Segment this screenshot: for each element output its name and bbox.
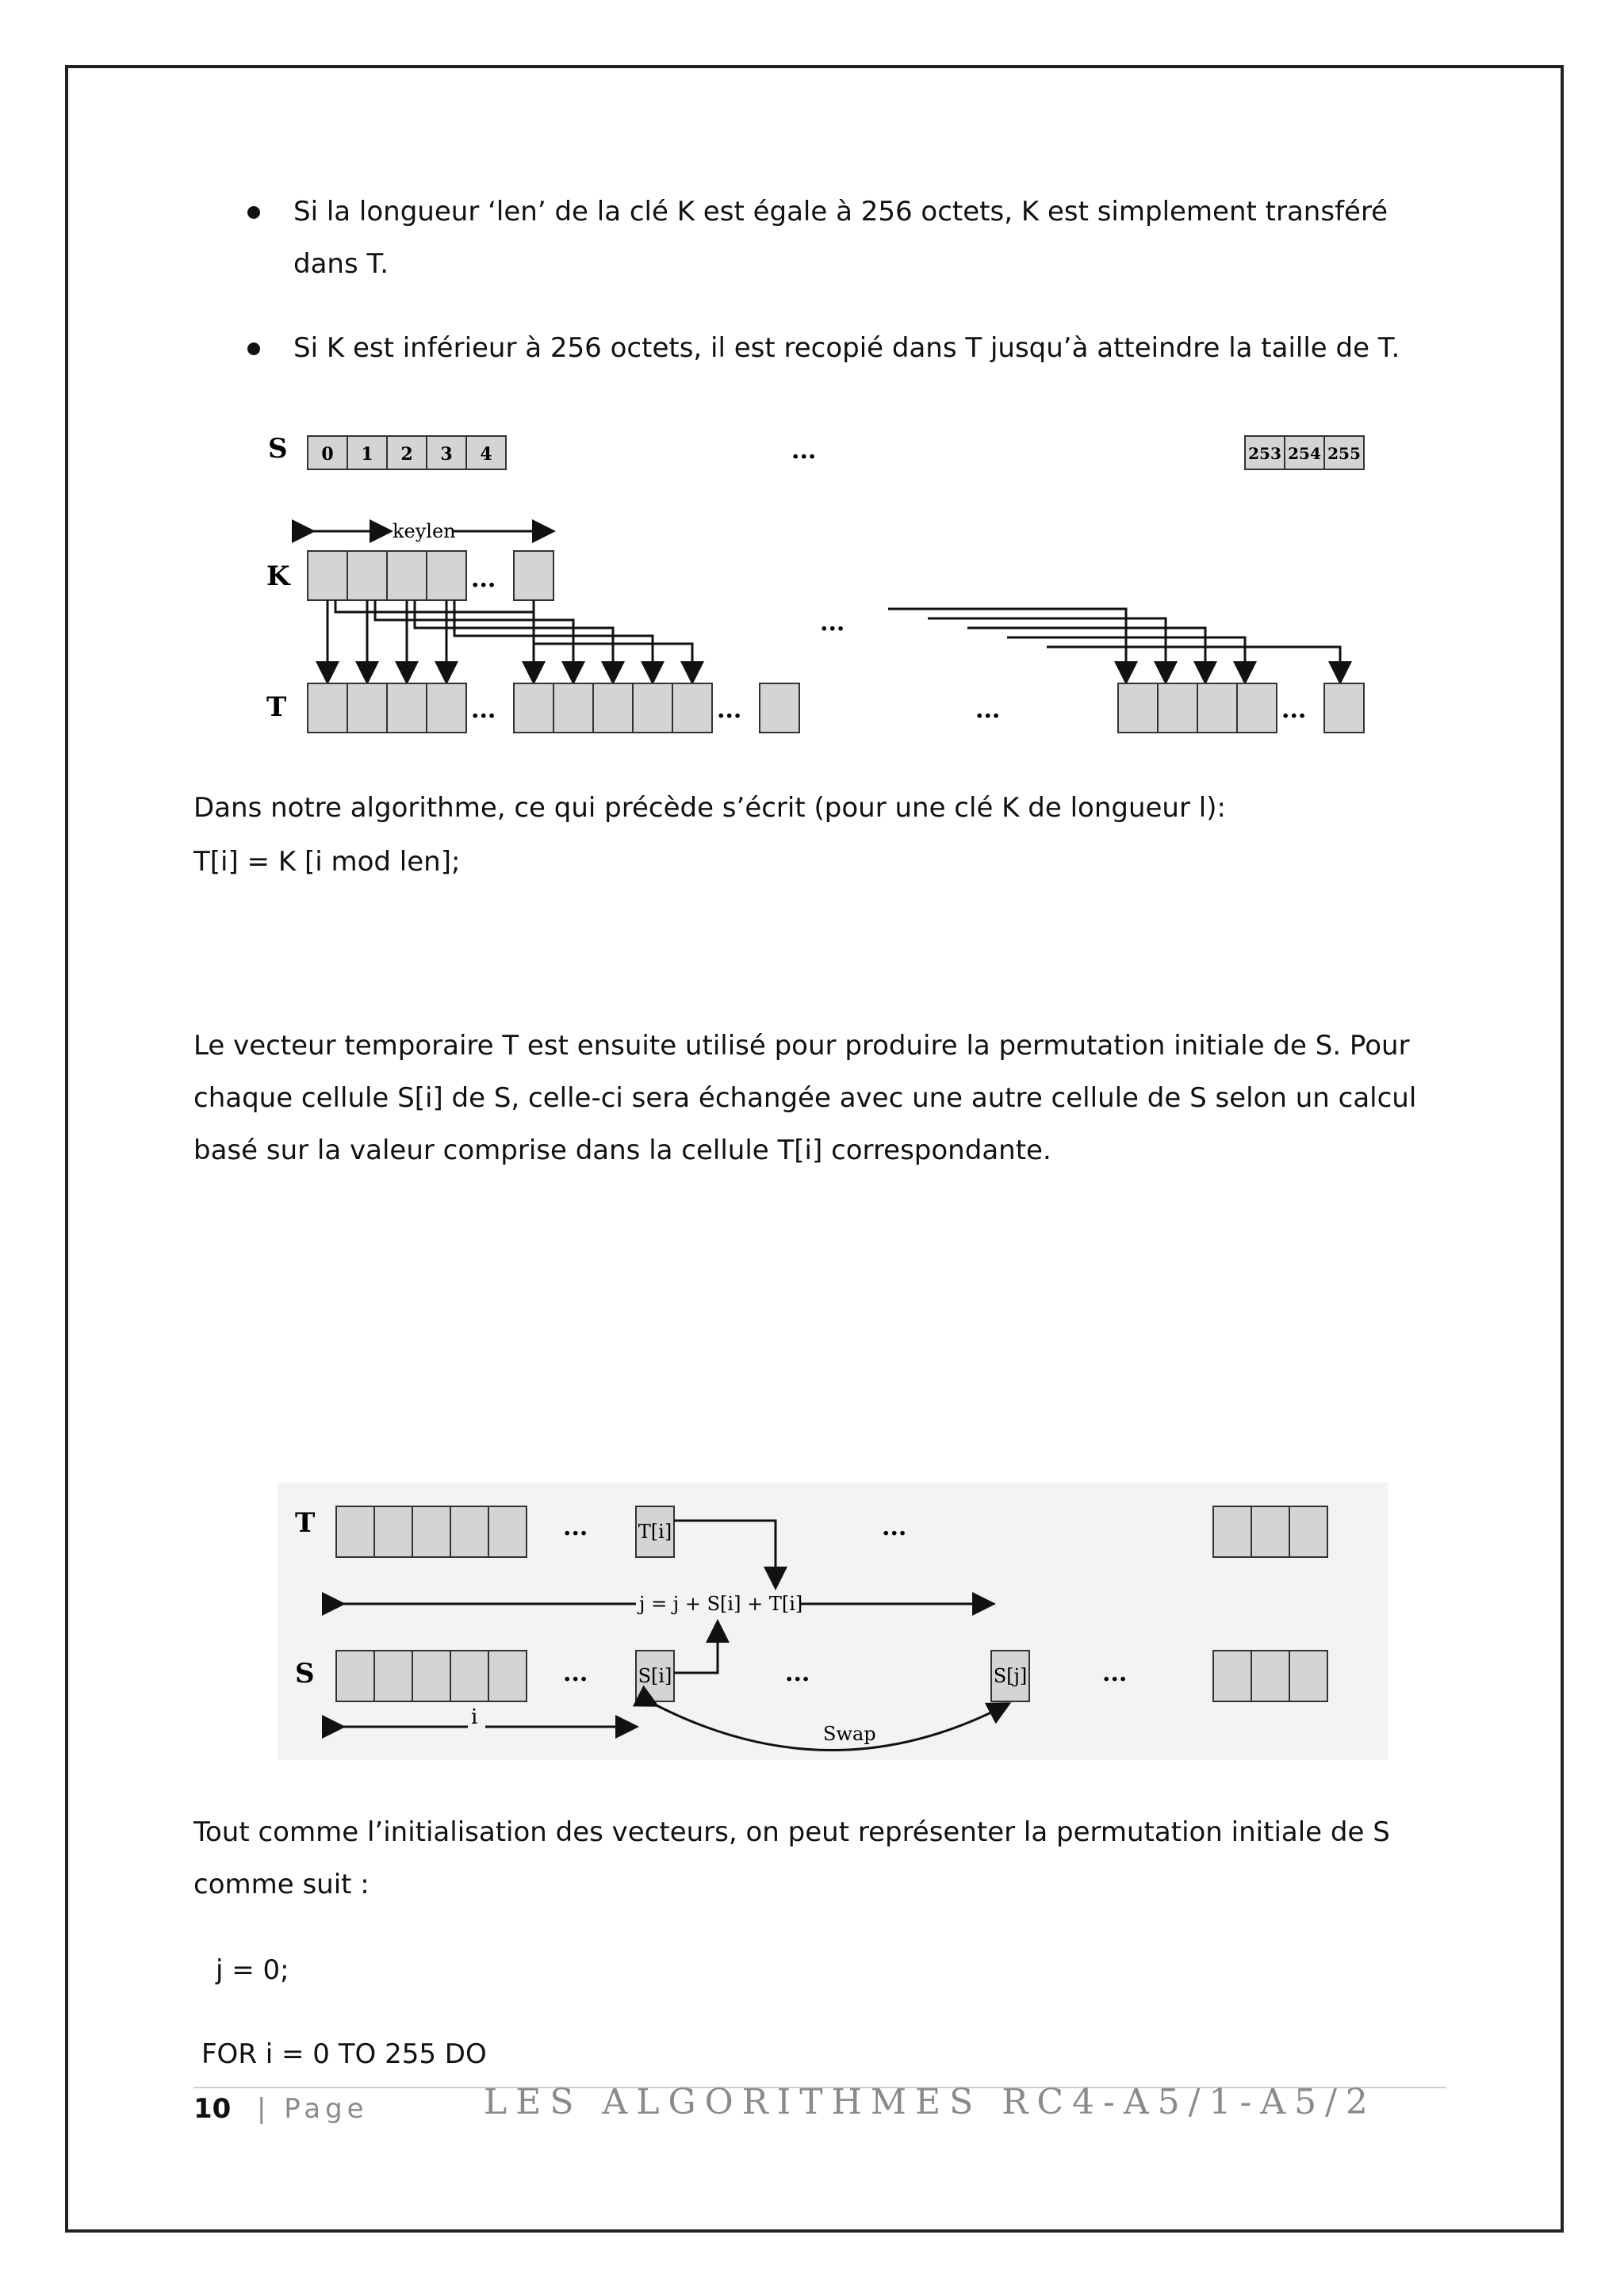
ellipsis: ... <box>717 696 742 724</box>
swap-label: Swap <box>823 1723 876 1745</box>
paragraph: Le vecteur temporaire T est ensuite utilisé pour produire la permutation initiale de S. Pour chaque cellule S[i] de S, celle-ci sera échangée avec une autre cellule de S selon un calcul basé sur la valeur comprise dans la cellule T[i] correspondante. <box>193 1030 1417 1166</box>
s-i-cell: S[i] <box>638 1665 672 1687</box>
keylen-label: keylen <box>393 520 456 542</box>
bullet-marker <box>247 206 260 219</box>
t-i-cell: T[i] <box>638 1521 672 1543</box>
s-end-cell: 254 <box>1288 444 1321 463</box>
ellipsis: ... <box>820 609 845 637</box>
i-label: i <box>471 1705 478 1729</box>
ellipsis: ... <box>471 696 496 724</box>
code-line: FOR i = 0 TO 255 DO <box>201 2038 487 2070</box>
s-cell: 3 <box>440 444 453 465</box>
ellipsis: ... <box>1281 696 1307 724</box>
s-end-cell: 255 <box>1327 444 1361 463</box>
label-s: S <box>268 433 288 465</box>
code-formula: T[i] = K [i mod len]; <box>193 846 461 878</box>
bullet-marker <box>247 342 260 355</box>
code-line: j = 0; <box>216 1954 289 1986</box>
paragraph: Dans notre algorithme, ce qui précède s’écrit (pour une clé K de longueur l): <box>193 792 1226 824</box>
page-label: | Page <box>257 2093 369 2125</box>
ellipsis: ... <box>785 1659 810 1687</box>
s-cell: 0 <box>321 444 334 465</box>
ellipsis: ... <box>471 565 496 593</box>
formula-label: j = j + S[i] + T[i] <box>639 1593 803 1615</box>
bullet-item: Si la longueur ‘len’ de la clé K est égale à 256 octets, K est simplement transféré dans T. <box>293 196 1388 280</box>
s-cell: 2 <box>400 444 413 465</box>
ellipsis: ... <box>563 1659 588 1687</box>
label-t: T <box>295 1507 316 1539</box>
figure-key-expansion <box>238 412 1396 756</box>
label-t: T <box>266 691 287 723</box>
bullet-item: Si K est inférieur à 256 octets, il est recopié dans T jusqu’à atteindre la taille de T. <box>293 332 1400 364</box>
ellipsis: ... <box>975 696 1001 724</box>
figure-permutation <box>278 1483 1388 1763</box>
s-end-cell: 253 <box>1248 444 1281 463</box>
page-number: 10 <box>193 2093 232 2125</box>
ellipsis: ... <box>882 1513 907 1541</box>
paragraph: Tout comme l’initialisation des vecteurs, on peut représenter la permutation initiale de S comme suit : <box>193 1816 1390 1900</box>
s-j-cell: S[j] <box>993 1665 1028 1687</box>
ellipsis: ... <box>1102 1659 1128 1687</box>
label-s: S <box>295 1658 315 1689</box>
ellipsis: ... <box>791 437 817 465</box>
s-cell: 4 <box>480 444 492 465</box>
label-k: K <box>266 561 290 592</box>
footer-title: LES ALGORITHMES RC4-A5/1-A5/2 <box>484 2082 1377 2122</box>
s-cell: 1 <box>361 444 373 465</box>
ellipsis: ... <box>563 1513 588 1541</box>
